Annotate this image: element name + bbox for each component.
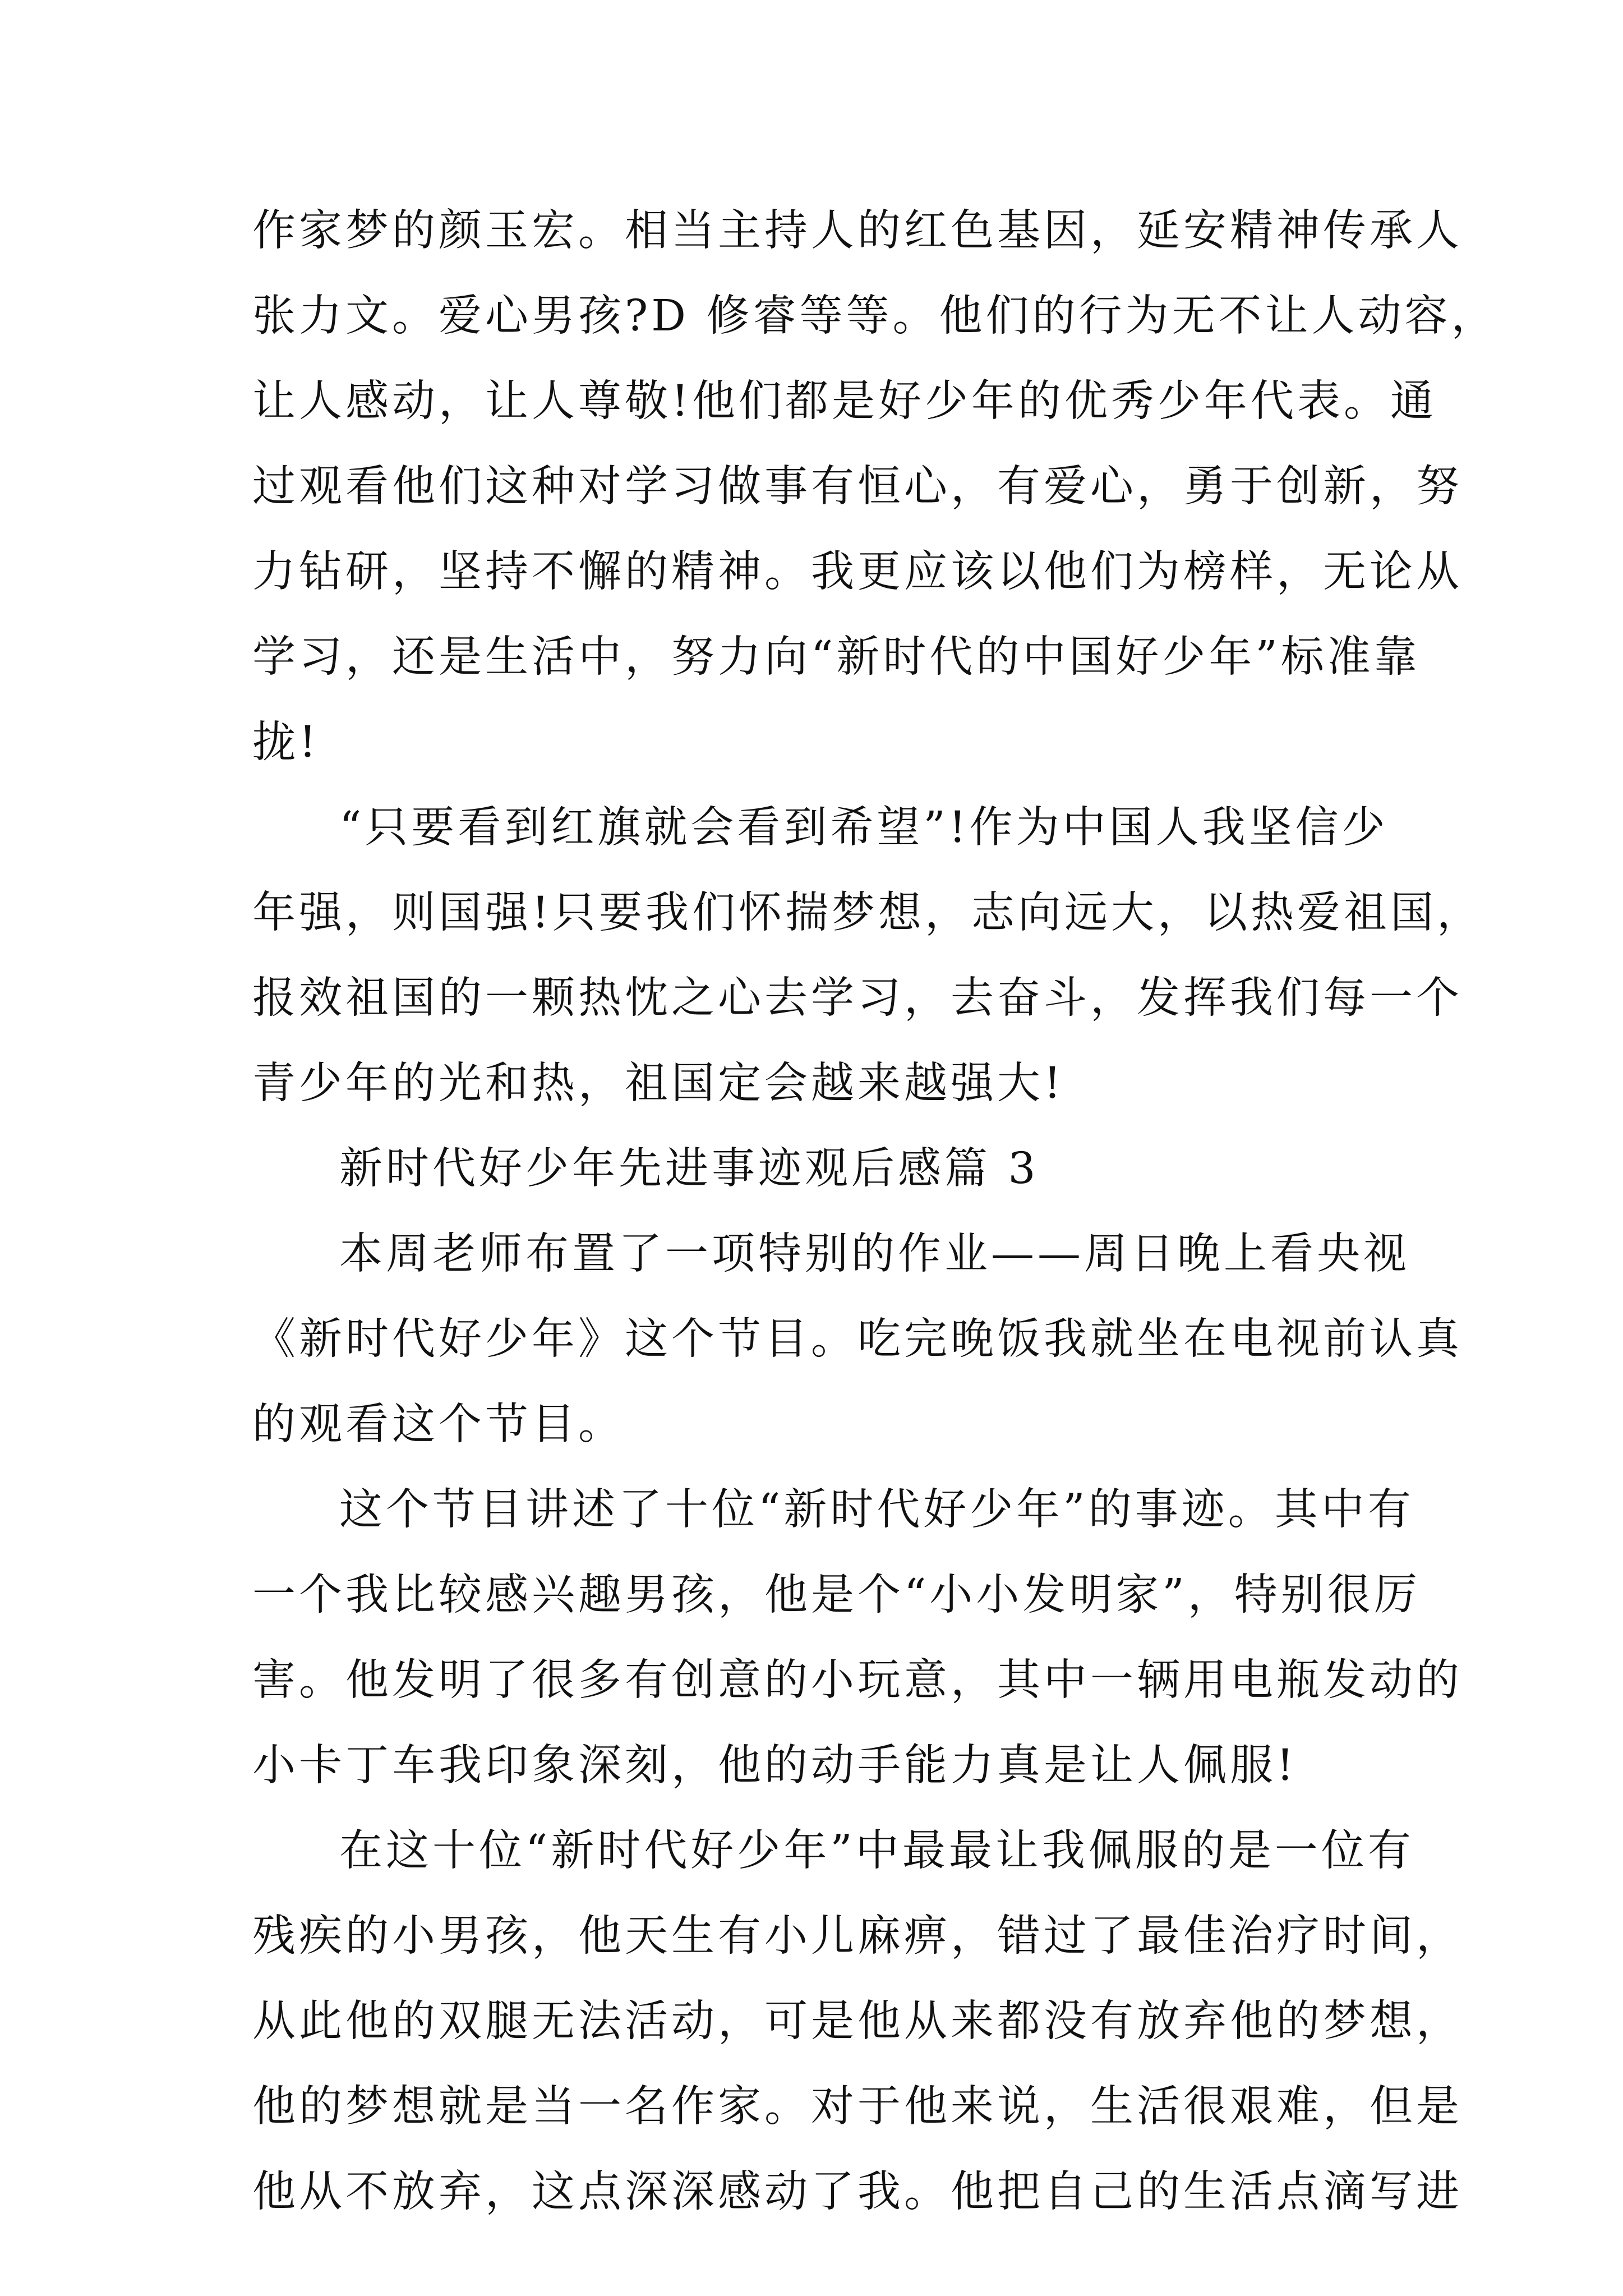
paragraph-line: 报效祖国的一颗热忱之心去学习，去奋斗，发挥我们每一个 <box>252 973 1463 1023</box>
paragraph-line: 青少年的光和热，祖国定会越来越强大! <box>252 1059 1064 1108</box>
paragraph-line: 张力文。爱心男孩?D 修睿等等。他们的行为无不让人动容， <box>252 291 1498 341</box>
paragraph-line: 力钻研，坚持不懈的精神。我更应该以他们为榜样，无论从 <box>252 547 1463 597</box>
paragraph-line: 《新时代好少年》这个节目。吃完晚饭我就坐在电视前认真 <box>252 1314 1463 1364</box>
paragraph-line: 从此他的双腿无法活动，可是他从来都没有放弃他的梦想， <box>252 1996 1463 2046</box>
paragraph-line: 的观看这个节目。 <box>252 1400 625 1450</box>
paragraph-line: 这个节目讲述了十位“新时代好少年”的事迹。其中有 <box>339 1485 1414 1535</box>
paragraph-line: 在这十位“新时代好少年”中最最让我佩服的是一位有 <box>339 1826 1414 1876</box>
paragraph-line: 过观看他们这种对学习做事有恒心，有爱心，勇于创新，努 <box>252 462 1463 512</box>
paragraph-line: 他的梦想就是当一名作家。对于他来说，生活很艰难，但是 <box>252 2082 1463 2132</box>
paragraph-line: 一个我比较感兴趣男孩，他是个“小小发明家”，特别很厉 <box>252 1570 1421 1620</box>
paragraph-line: “只要看到红旗就会看到希望”!作为中国人我坚信少 <box>339 803 1389 853</box>
paragraph-line: 让人感动，让人尊敬!他们都是好少年的优秀少年代表。通 <box>252 376 1437 426</box>
paragraph-line: 本周老师布置了一项特别的作业——周日晚上看央视 <box>339 1229 1410 1279</box>
paragraph-line: 作家梦的颜玉宏。相当主持人的红色基因，延安精神传承人 <box>252 206 1463 256</box>
section-heading: 新时代好少年先进事迹观后感篇 3 <box>339 1144 1039 1194</box>
paragraph-line: 他从不放弃，这点深深感动了我。他把自己的生活点滴写进 <box>252 2167 1463 2217</box>
paragraph-line: 害。他发明了很多有创意的小玩意，其中一辆用电瓶发动的 <box>252 1655 1463 1705</box>
body-text <box>252 188 1498 2235</box>
paragraph-line: 小卡丁车我印象深刻，他的动手能力真是让人佩服! <box>252 1741 1297 1791</box>
paragraph-line: 拢! <box>252 717 320 767</box>
paragraph-line: 残疾的小男孩，他天生有小儿麻痹，错过了最佳治疗时间， <box>252 1911 1463 1961</box>
paragraph-line: 学习，还是生活中，努力向“新时代的中国好少年”标准靠 <box>252 632 1421 682</box>
paragraph-line: 年强，则国强!只要我们怀揣梦想，志向远大，以热爱祖国， <box>252 888 1483 938</box>
